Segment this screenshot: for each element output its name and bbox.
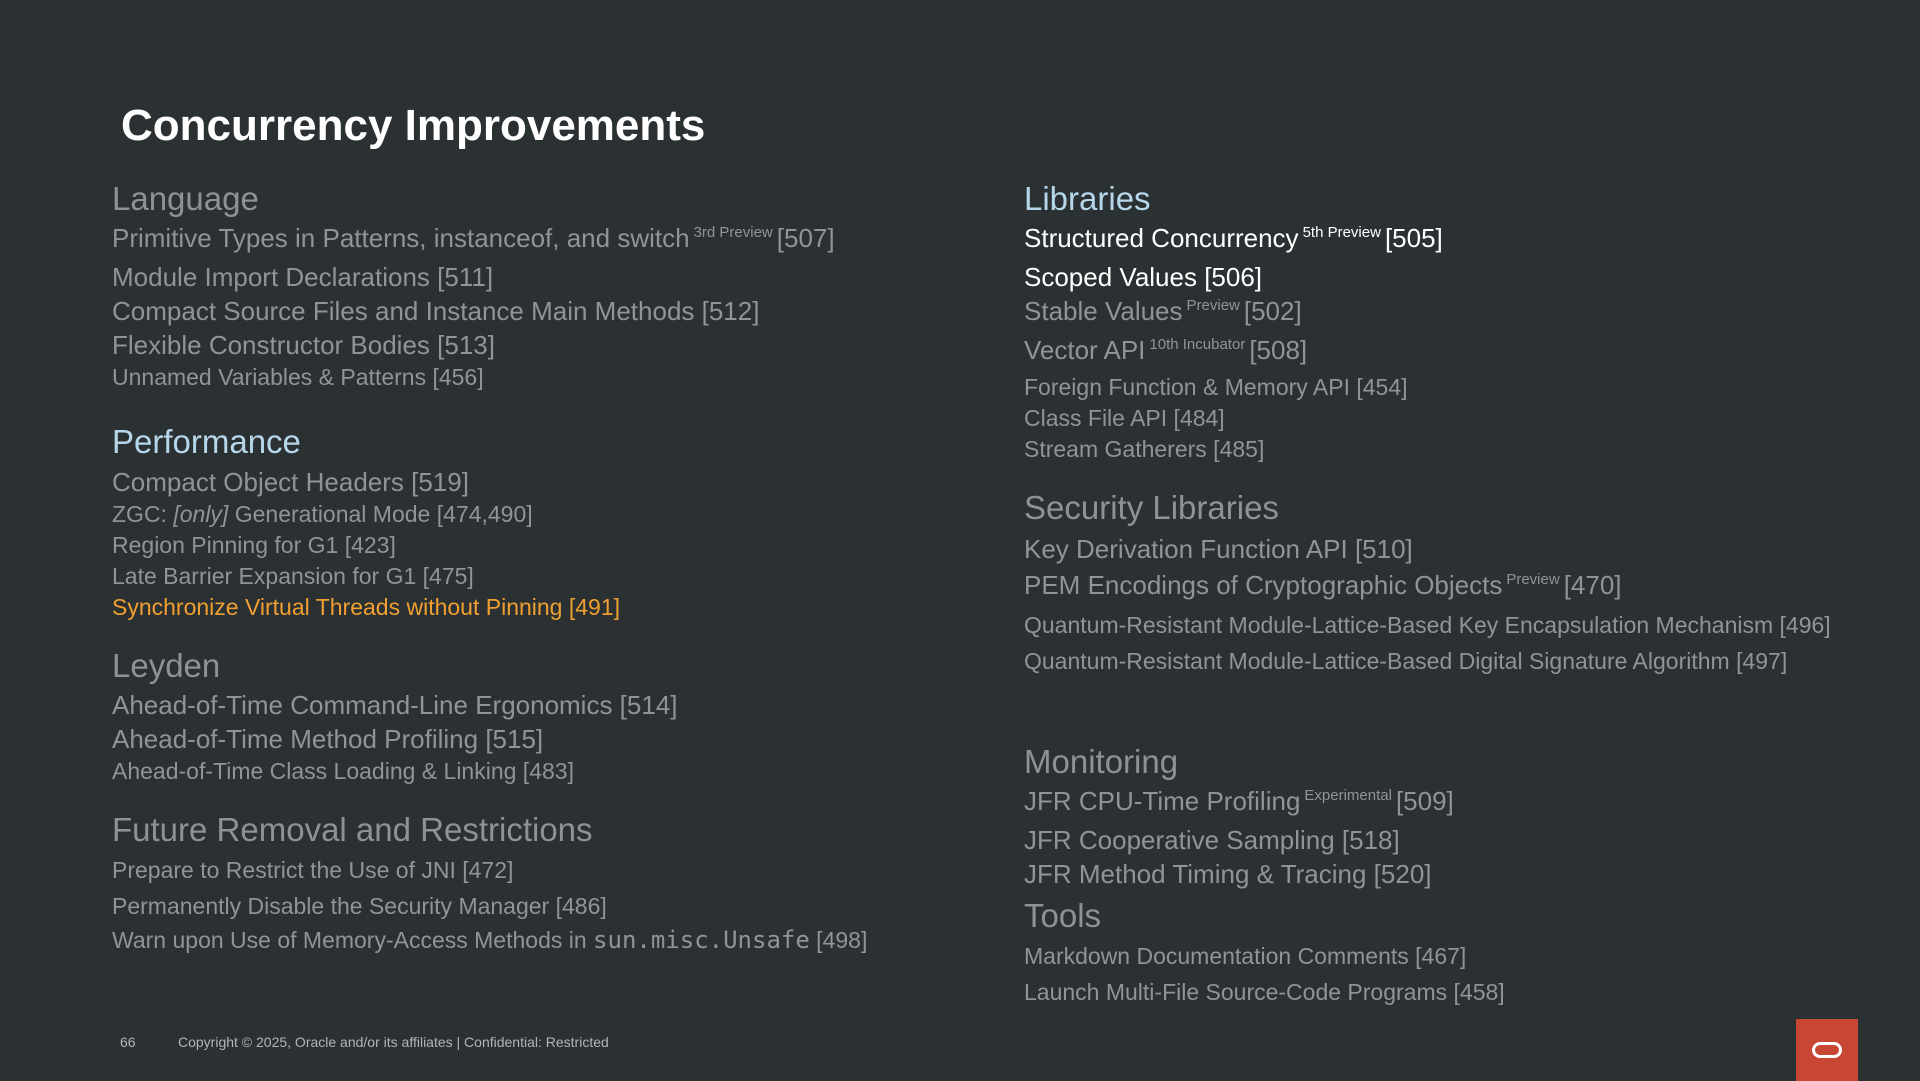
list-item: Flexible Constructor Bodies [513]: [112, 330, 495, 361]
list-item: Ahead-of-Time Command-Line Ergonomics [514]: [112, 689, 678, 720]
experimental-badge: Experimental: [1304, 786, 1392, 804]
code-text: sun.misc.Unsafe: [593, 926, 810, 954]
right-column: [1024, 178, 1854, 1032]
list-item: Scoped Values [506]: [1024, 262, 1263, 293]
list-item: Permanently Disable the Security Manager [486]: [112, 893, 607, 919]
page-title: Concurrency Improvements: [121, 101, 706, 150]
list-item-highlighted: Synchronize Virtual Threads without Pinning [491]: [112, 593, 621, 620]
list-item: Module Import Declarations [511]: [112, 262, 494, 293]
list-item: ZGC: [only] Generational Mode [474,490]: [112, 500, 533, 527]
list-item: Stream Gatherers [485]: [1024, 436, 1265, 463]
section-heading-security: Security Libraries: [1024, 489, 1279, 527]
section-heading-monitoring: Monitoring: [1024, 742, 1179, 780]
list-item: Ahead-of-Time Method Profiling [515]: [112, 723, 544, 754]
list-item: Unnamed Variables & Patterns [456]: [112, 364, 484, 391]
list-item: Warn upon Use of Memory-Access Methods in sun.misc.Unsafe [498]: [112, 926, 868, 954]
section-heading-language: Language: [112, 180, 259, 217]
list-item: PEM Encodings of Cryptographic Objects $^{Preview}$ [470]: [1024, 569, 1622, 600]
section-leyden: [112, 645, 972, 787]
section-libraries: [1024, 178, 1854, 465]
list-item: Launch Multi-File Source-Code Programs [458]: [1024, 979, 1505, 1005]
list-item: Foreign Function & Memory API [454]: [1024, 374, 1408, 401]
list-item: JFR Method Timing & Tracing [520]: [1024, 858, 1432, 889]
section-future-removal: [112, 809, 972, 956]
list-item: Quantum-Resistant Module-Lattice-Based Digital Signature Algorithm [497]: [1024, 647, 1788, 674]
list-item: Quantum-Resistant Module-Lattice-Based Key Encapsulation Mechanism [496]: [1024, 611, 1831, 638]
preview-badge: 5th Preview: [1302, 224, 1381, 242]
section-performance: [112, 421, 972, 622]
list-item: JFR Cooperative Sampling [518]: [1024, 824, 1400, 855]
section-tools: [1024, 895, 1854, 1010]
list-item: Region Pinning for G1 [423]: [112, 531, 396, 558]
preview-badge: 3rd Preview: [693, 224, 773, 242]
incubator-badge: 10th Incubator: [1149, 336, 1246, 354]
list-item: Compact Source Files and Instance Main Methods [512]: [112, 296, 760, 327]
list-item: Stable Values $^{Preview}$ [502]: [1024, 296, 1302, 327]
section-heading-performance: Performance: [112, 423, 301, 461]
list-item: Primitive Types in Patterns, instanceof, and switch $^{3rd Preview}$ [507]: [112, 223, 835, 254]
list-item: Compact Object Headers [519]: [112, 466, 469, 497]
section-monitoring: [1024, 741, 1854, 891]
preview-badge: Preview: [1186, 297, 1240, 315]
list-item: Key Derivation Function API [510]: [1024, 533, 1413, 564]
left-column: [112, 178, 972, 978]
list-item: Structured Concurrency $^{5th Preview}$ [505]: [1024, 223, 1443, 254]
page-number: 66: [120, 1034, 136, 1050]
list-item: Prepare to Restrict the Use of JNI [472]: [112, 857, 514, 883]
section-heading-future-removal: Future Removal and Restrictions: [112, 810, 593, 848]
section-heading-leyden: Leyden: [112, 646, 221, 684]
list-item: Markdown Documentation Comments [467]: [1024, 943, 1467, 969]
copyright-text: Copyright © 2025, Oracle and/or its affiliates | Confidential: Restricted: [178, 1034, 609, 1050]
list-item: Ahead-of-Time Class Loading & Linking [483]: [112, 757, 574, 784]
section-heading-libraries: Libraries: [1024, 180, 1151, 217]
section-language: [112, 178, 972, 393]
list-item: Late Barrier Expansion for G1 [475]: [112, 562, 474, 589]
preview-badge: Preview: [1506, 570, 1560, 588]
list-item: Class File API [484]: [1024, 405, 1225, 432]
section-heading-tools: Tools: [1024, 896, 1102, 934]
list-item: JFR CPU-Time Profiling $^{Experimental}$ [509]: [1024, 785, 1454, 816]
oracle-logo-icon: [1796, 1019, 1858, 1081]
list-item: Vector API $^{10th Incubator}$ [508]: [1024, 335, 1308, 366]
section-security-libraries: [1024, 487, 1854, 676]
footer: [120, 1034, 609, 1050]
